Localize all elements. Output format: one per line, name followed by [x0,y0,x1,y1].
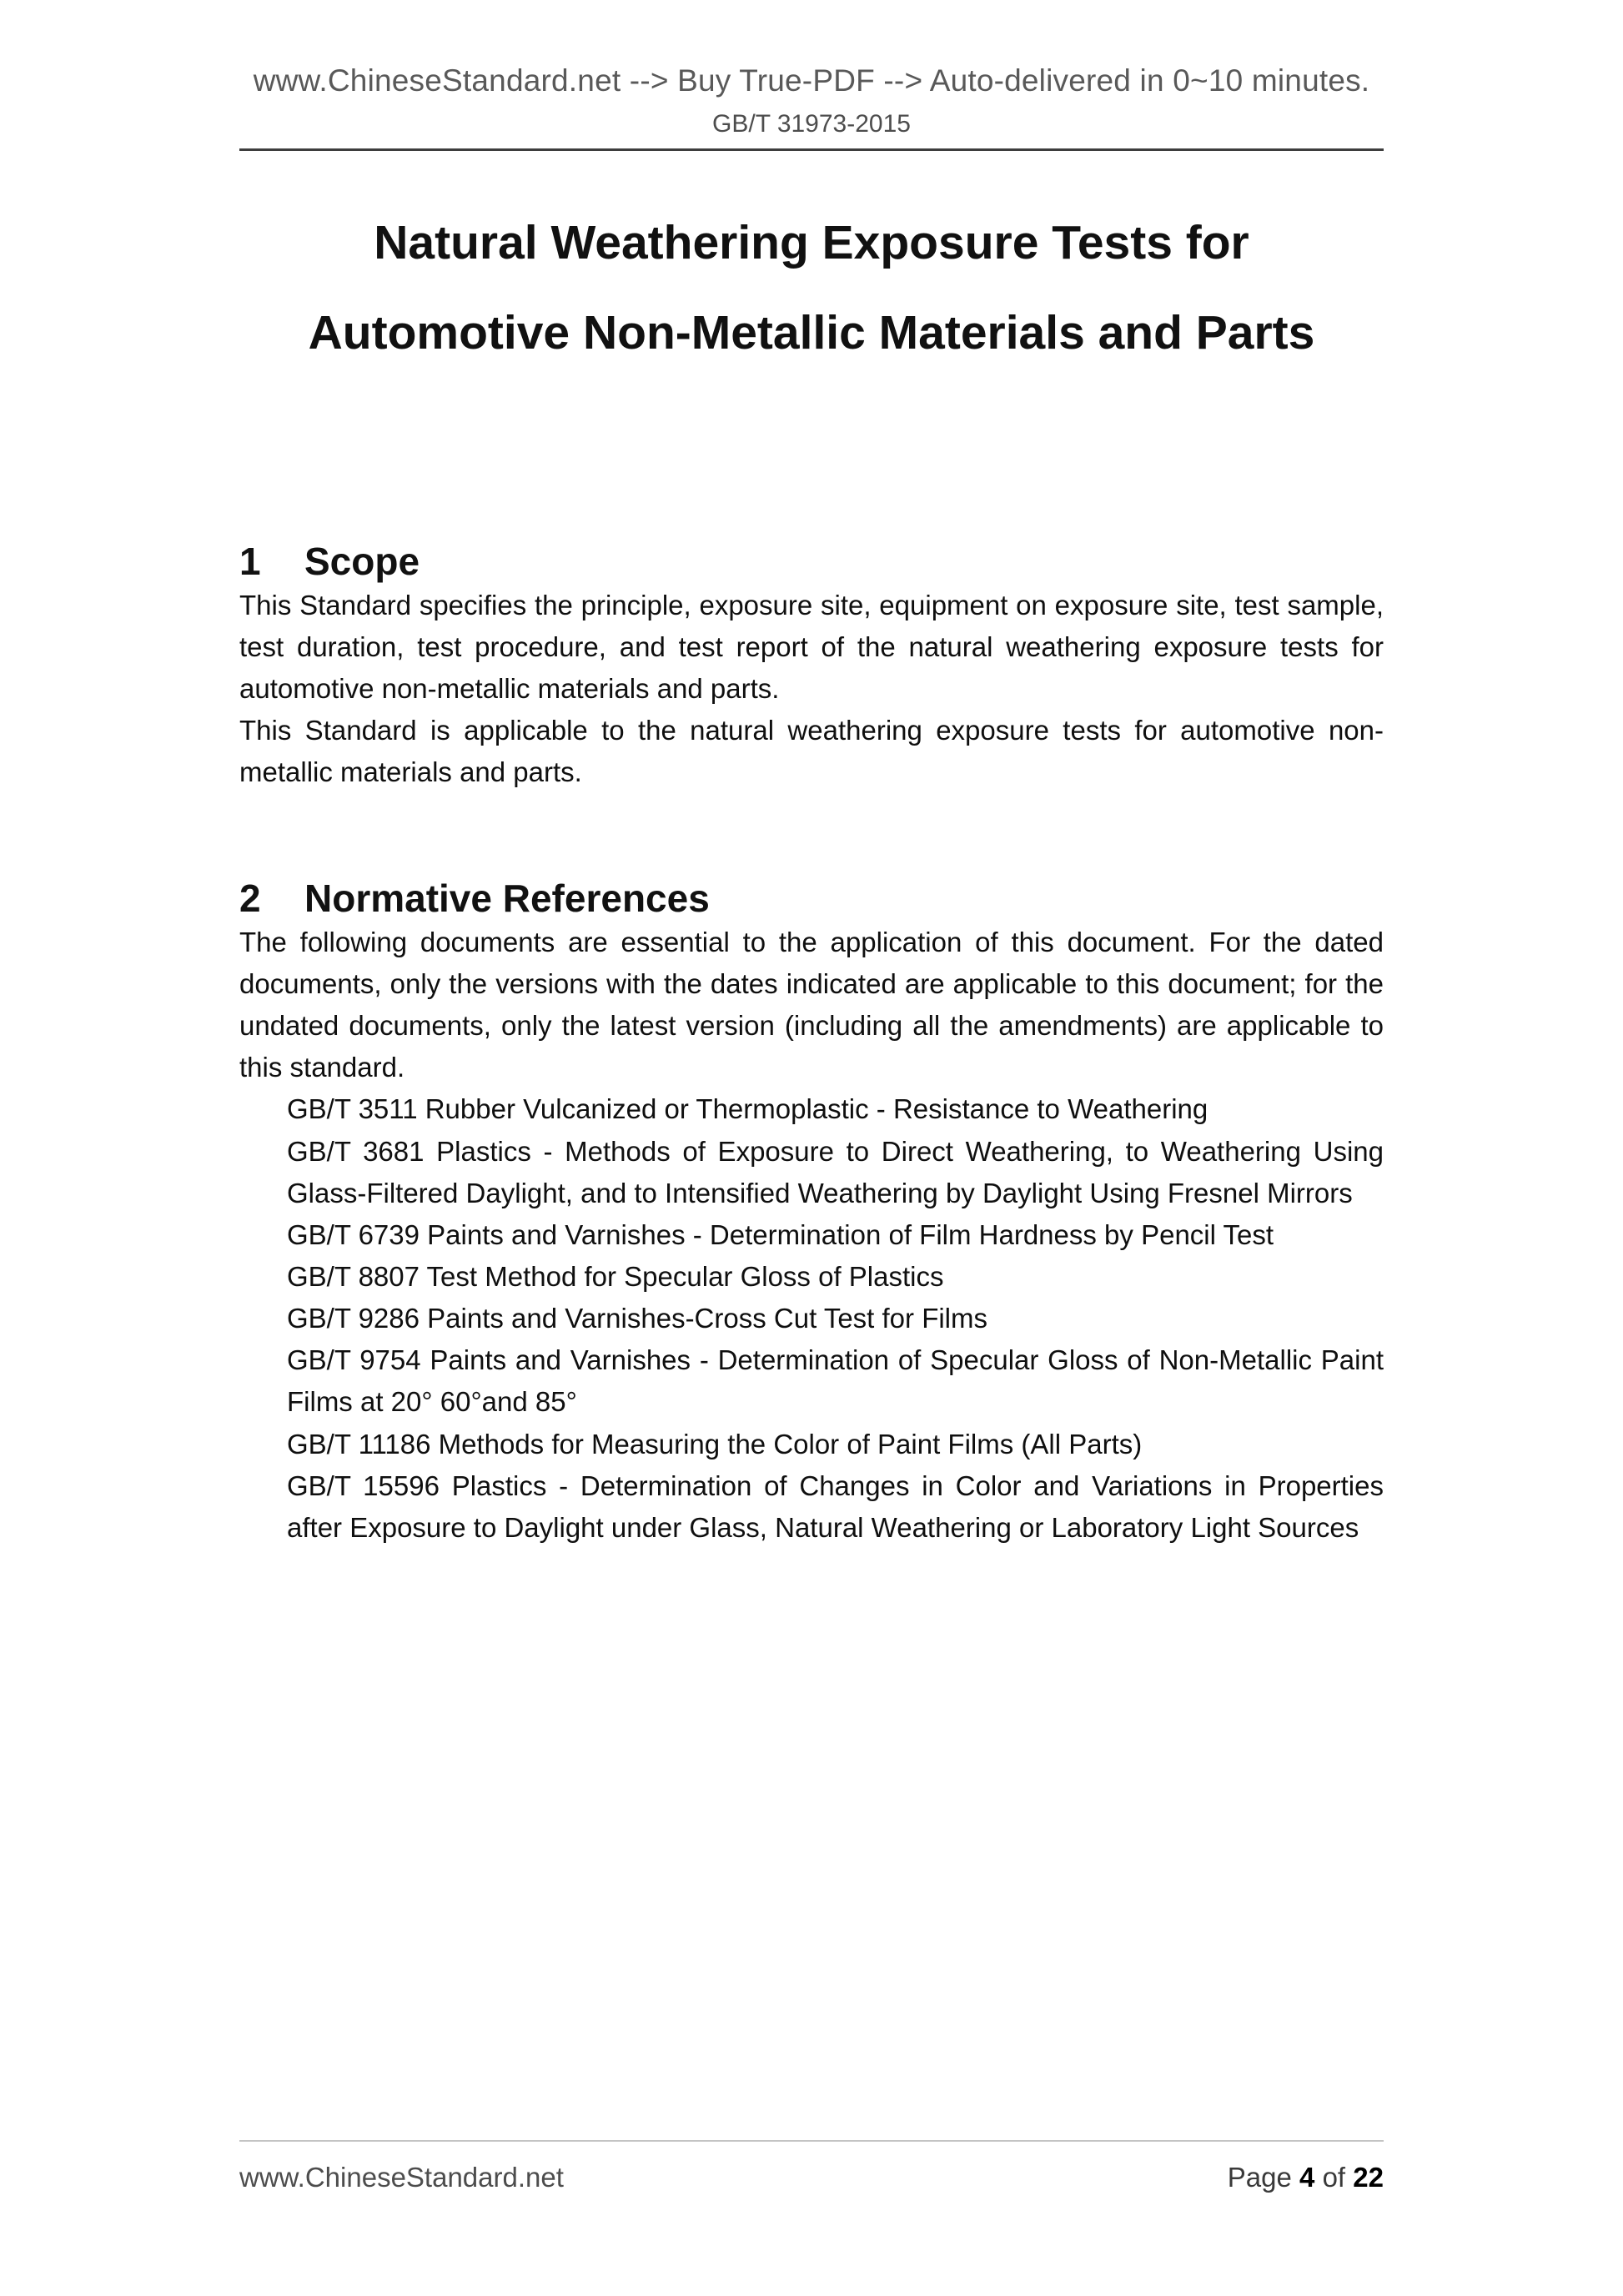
scope-paragraph-1: This Standard specifies the principle, exposure site, equipment on exposure site, test sample, test duration, test procedure, and test report of the natural weathering exposure tests for automotive non-metallic materials and parts. [239,589,1384,705]
reference-item: GB/T 3511 Rubber Vulcanized or Thermoplastic - Resistance to Weathering [287,1093,1208,1125]
section-heading-normative-references [239,876,1384,922]
reference-item: GB/T 8807 Test Method for Specular Gloss of Plastics [287,1261,944,1292]
page-number: 4 [1299,2162,1315,2193]
header-divider [239,148,1384,151]
section-number-normative-references: 2 [239,876,261,920]
footer [239,2162,1384,2193]
footer-divider [239,2140,1384,2142]
section-number-scope: 1 [239,539,261,583]
reference-item: GB/T 15596 Plastics - Determination of Changes in Color and Variations in Properties after Exposure to Daylight under Glass, Natural Weathering or Laboratory Light Sources [287,1470,1384,1543]
reference-item: GB/T 6739 Paints and Varnishes - Determination of Film Hardness by Pencil Test [287,1218,1274,1250]
page-total: 22 [1353,2162,1384,2193]
page-label: Page [1227,2162,1292,2193]
reference-item: GB/T 11186 Methods for Measuring the Color of Paint Films (All Parts) [287,1428,1143,1459]
scope-paragraph-2: This Standard is applicable to the natural weathering exposure tests for automotive non-metallic materials and parts. [239,715,1384,788]
document-title [0,198,1623,379]
page-of-label: of [1322,2162,1346,2193]
document-body [239,539,1384,1550]
reference-item: GB/T 9754 Paints and Varnishes - Determination of Specular Gloss of Non-Metallic Paint Films at 20° 60°and 85° [287,1344,1384,1418]
reference-list [239,1088,1384,1549]
section-title-scope: Scope [304,539,420,583]
page-indicator [1228,2162,1384,2193]
section-title-normative-references: Normative References [304,876,710,920]
header-promo: www.ChineseStandard.net --> Buy True-PDF --> Auto-delivered in 0~10 minutes. [253,63,1370,98]
footer-site-link[interactable]: www.ChineseStandard.net [239,2162,564,2193]
reference-item: GB/T 3681 Plastics - Methods of Exposure to Direct Weathering, to Weathering Using Glass-Filtered Daylight, and to Intensified Weathering by Daylight Using Fresnel Mirrors [287,1135,1384,1208]
document-title-line-2: Automotive Non-Metallic Materials and Parts [308,306,1315,360]
reference-item: GB/T 9286 Paints and Varnishes-Cross Cut Test for Films [287,1303,988,1334]
section-heading-scope [239,539,1384,585]
normative-references-intro: The following documents are essential to the application of this document. For the dated documents, only the versions with the dates indicated are applicable to this document; for the undated documents, only the latest version (including all the amendments) are applicable to this standard. [239,926,1384,1083]
standard-code: GB/T 31973-2015 [712,110,911,138]
document-title-line-1: Natural Weathering Exposure Tests for [374,216,1249,269]
